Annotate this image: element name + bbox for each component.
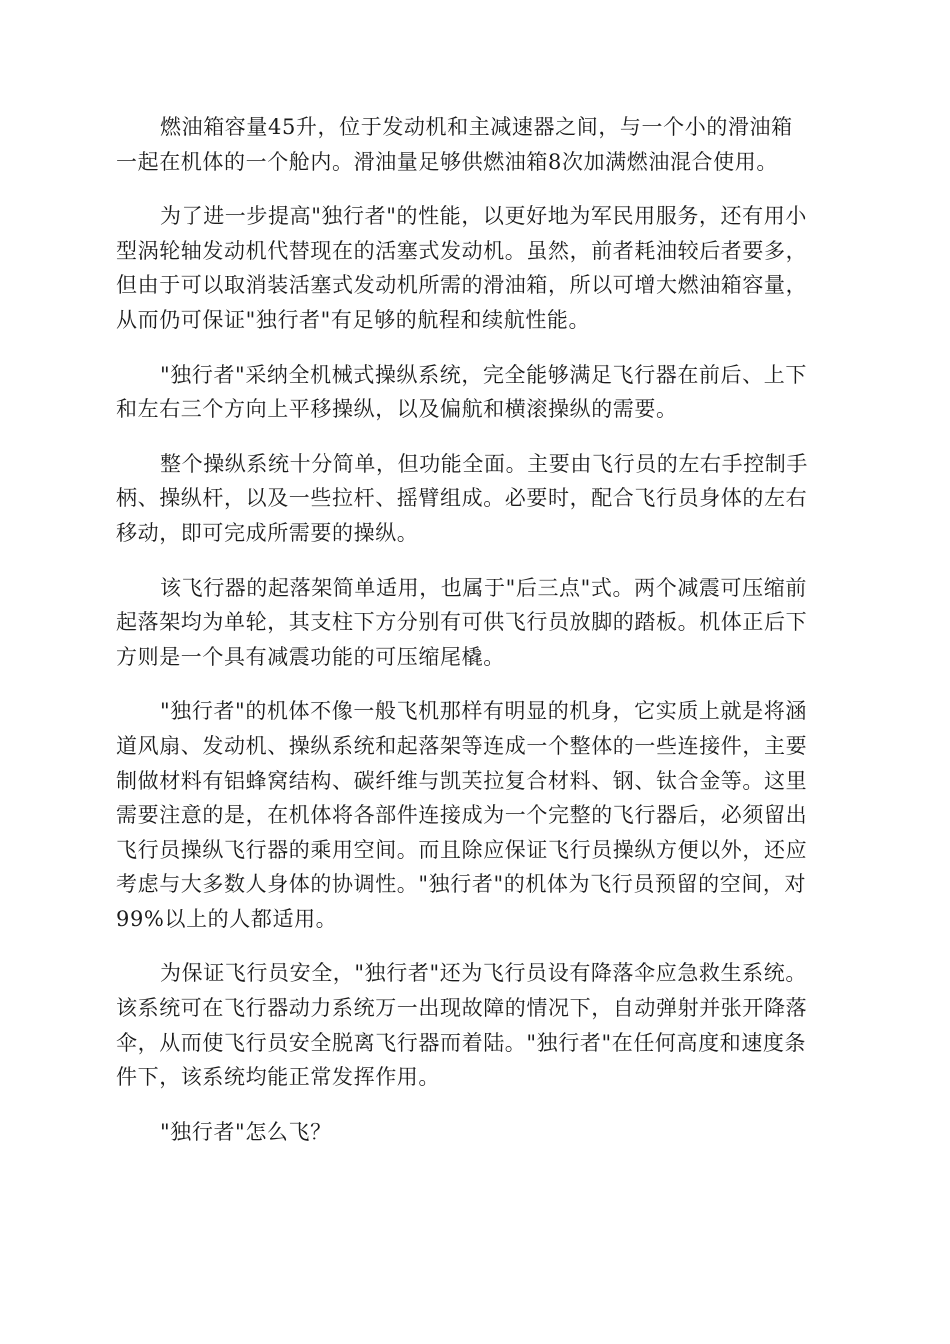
text-line: 型涡轮轴发动机代替现在的活塞式发动机。虽然，前者耗油较后者要多， — [116, 238, 808, 263]
text-line: 从而仍可保证"独行者"有足够的航程和续航性能。 — [116, 307, 591, 332]
text-line: 制做材料有铝蜂窝结构、碳纤维与凯芙拉复合材料、钢、钛合金等。这里 — [116, 768, 808, 793]
text-line: 起落架均为单轮，其支柱下方分别有可供飞行员放脚的踏板。机体正后下 — [116, 610, 808, 635]
text-line: 和左右三个方向上平移操纵，以及偏航和横滚操纵的需要。 — [116, 397, 678, 422]
text-line: 为了进一步提高"独行者"的性能，以更好地为军民用服务，还有用小 — [160, 204, 807, 229]
paragraph-how-to-fly — [116, 1115, 834, 1150]
text-line: 99%以上的人都适用。 — [116, 906, 338, 931]
text-line: 伞，从而使飞行员安全脱离飞行器而着陆。"独行者"在任何高度和速度条 — [116, 1030, 807, 1055]
text-line: 方则是一个具有减震功能的可压缩尾橇。 — [116, 644, 505, 669]
paragraph-turboshaft — [116, 199, 834, 337]
paragraph-fuel-tank — [116, 110, 834, 179]
text-line: 移动，即可完成所需要的操纵。 — [116, 520, 419, 545]
text-line: 该飞行器的起落架简单适用，也属于"后三点"式。两个减震可压缩前 — [160, 575, 807, 600]
text-line: 需要注意的是，在机体将各部件连接成为一个完整的飞行器后，必须留出 — [116, 803, 808, 828]
text-line: 件下，该系统均能正常发挥作用。 — [116, 1065, 440, 1090]
text-line: 燃油箱容量45升，位于发动机和主减速器之间，与一个小的滑油箱 — [160, 115, 793, 139]
text-line: 整个操纵系统十分简单，但功能全面。主要由飞行员的左右手控制手 — [160, 451, 808, 476]
paragraph-airframe — [116, 694, 834, 936]
text-line: 考虑与大多数人身体的协调性。"独行者"的机体为飞行员预留的空间，对 — [116, 872, 807, 897]
body-text — [116, 110, 834, 1169]
text-line: 飞行员操纵飞行器的乘用空间。而且除应保证飞行员操纵方便以外，还应 — [116, 837, 808, 862]
text-line: 为保证飞行员安全，"独行者"还为飞行员设有降落伞应急救生系统。 — [160, 961, 807, 986]
text-line: "独行者"的机体不像一般飞机那样有明显的机身，它实质上就是将涵 — [160, 699, 807, 724]
text-line: "独行者"采纳全机械式操纵系统，完全能够满足飞行器在前后、上下 — [160, 362, 807, 387]
text-line: 道风扇、发动机、操纵系统和起落架等连成一个整体的一些连接件，主要 — [116, 733, 808, 758]
paragraph-control-details — [116, 447, 834, 551]
text-line: 柄、操纵杆，以及一些拉杆、摇臂组成。必要时，配合飞行员身体的左右 — [116, 486, 808, 511]
text-line: 但由于可以取消装活塞式发动机所需的滑油箱，所以可增大燃油箱容量， — [116, 273, 808, 298]
paragraph-control-system — [116, 358, 834, 427]
paragraph-landing-gear — [116, 571, 834, 675]
text-line: 该系统可在飞行器动力系统万一出现故障的情况下，自动弹射并张开降落 — [116, 996, 808, 1021]
text-line: "独行者"怎么飞？ — [160, 1119, 332, 1144]
text-line: 一起在机体的一个舱内。滑油量足够供燃油箱8次加满燃油混合使用。 — [116, 149, 778, 174]
paragraph-parachute — [116, 956, 834, 1094]
